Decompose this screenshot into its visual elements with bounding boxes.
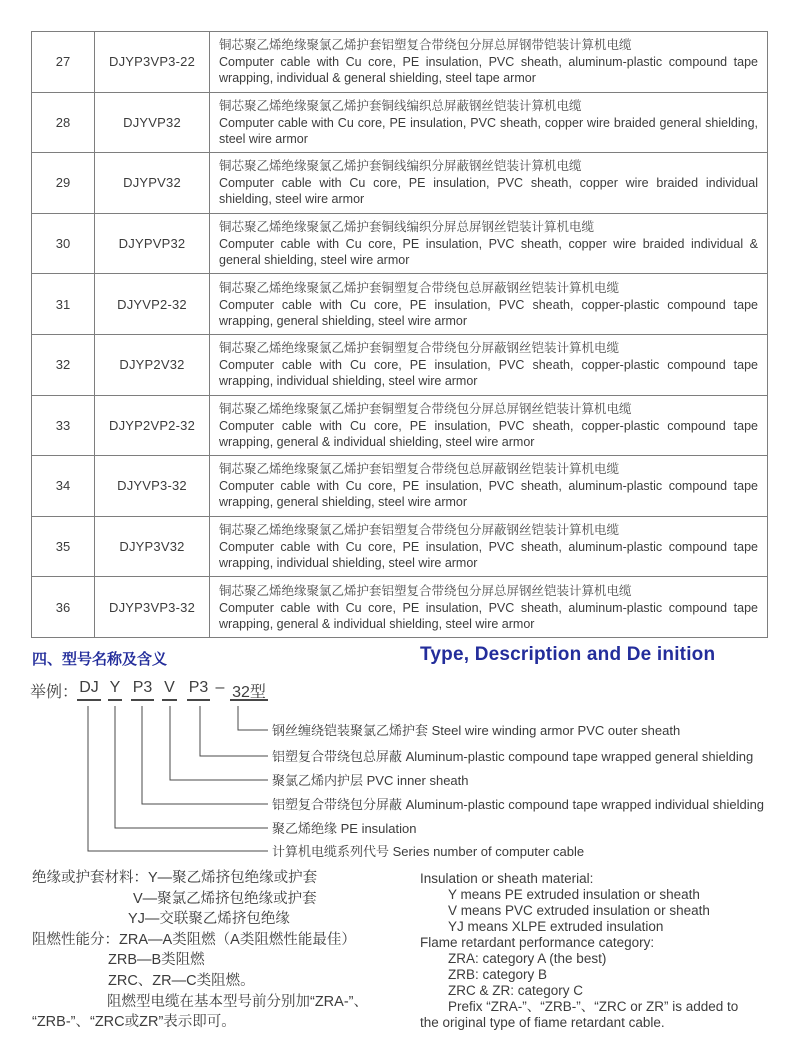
note-line: Flame retardant performance category:: [420, 935, 655, 950]
note-line: 绝缘或护套材料：Y—聚乙烯挤包绝缘或护套: [32, 870, 318, 886]
diagram-label-general-shielding: 铝塑复合带绕包总屏蔽 Aluminum-plastic compound tape wrapped general shielding: [272, 749, 754, 764]
note-line: ZRC、ZR—C类阻燃。: [108, 972, 255, 989]
example-part-v: V: [162, 679, 177, 701]
row-number: 28: [32, 92, 95, 153]
row-number: 27: [32, 32, 95, 93]
row-number: 31: [32, 274, 95, 335]
description-cell: [210, 213, 768, 274]
model-code: DJYP2VP2-32: [95, 395, 210, 456]
row-number: 33: [32, 395, 95, 456]
note-line: the original type of fiame retardant cable.: [420, 1015, 665, 1030]
diagram-label-outer-sheath: 钢丝缠绕铠装聚氯乙烯护套 Steel wire winding armor PVC outer sheath: [272, 723, 681, 738]
note-line: ZRB—B类阻燃: [108, 952, 205, 969]
model-code: DJYVP3-32: [95, 456, 210, 517]
table-row: [32, 153, 768, 214]
row-number: 36: [32, 577, 95, 638]
note-line: ZRB: category B: [448, 967, 548, 982]
description-cn: 铜芯聚乙烯绝缘聚氯乙烯护套铜塑复合带绕包总屏蔽钢丝铠装计算机电缆: [219, 280, 620, 295]
row-number: 32: [32, 334, 95, 395]
note-line: “ZRB-”、“ZRC或ZR”表示即可。: [32, 1014, 236, 1031]
notes-english: [420, 871, 785, 1031]
type-example: [0, 679, 800, 705]
table-row: [32, 577, 768, 638]
description-cell: [210, 456, 768, 517]
row-number: 29: [32, 153, 95, 214]
row-number: 35: [32, 516, 95, 577]
description-cn: 铜芯聚乙烯绝缘聚氯乙烯护套铝塑复合带绕包分屏总屏钢带铠装计算机电缆: [219, 38, 632, 53]
example-part-y: Y: [108, 679, 122, 701]
note-line: ZRC & ZR: category C: [448, 983, 584, 998]
model-code: DJYP2V32: [95, 334, 210, 395]
diagram-label-individual-shielding: 铝塑复合带绕包分屏蔽 Aluminum-plastic compound tape wrapped individual shielding: [272, 797, 765, 812]
note-line: YJ means XLPE extruded insulation: [448, 919, 664, 934]
cable-type-table: [31, 31, 768, 638]
example-label: 举例：: [30, 684, 79, 701]
note-line: Y means PE extruded insulation or sheath: [448, 887, 700, 902]
table-row: [32, 395, 768, 456]
notes-chinese: [32, 868, 417, 1033]
description-en: Computer cable with Cu core, PE insulation, PVC sheath, aluminum-plastic compound tape wrapping, general & individual shielding, steel wire armor: [219, 600, 758, 631]
example-part-32: 32型: [230, 679, 268, 701]
description-cell: [210, 395, 768, 456]
note-line: 阻燃性能分：ZRA—A类阻燃（A类阻燃性能最佳）: [32, 931, 356, 948]
note-line: 阻燃型电缆在基本型号前分别加“ZRA-”、: [107, 993, 368, 1010]
description-cn: 铜芯聚乙烯绝缘聚氯乙烯护套铜线编织总屏蔽钢丝铠装计算机电缆: [219, 98, 582, 113]
table-row: [32, 456, 768, 517]
description-cell: [210, 516, 768, 577]
note-line: V—聚氯乙烯挤包绝缘或护套: [133, 890, 317, 907]
description-en: Computer cable with Cu core, PE insulation, PVC sheath, aluminum-plastic compound tape wrapping, general shielding, steel wire armor: [219, 479, 758, 510]
model-code: DJYP3VP3-22: [95, 32, 210, 93]
description-cn: 铜芯聚乙烯绝缘聚氯乙烯护套铜线编织分屏蔽钢丝铠装计算机电缆: [219, 159, 582, 174]
model-code: DJYVP32: [95, 92, 210, 153]
table-row: [32, 334, 768, 395]
description-cell: [210, 334, 768, 395]
description-cell: [210, 274, 768, 335]
row-number: 34: [32, 456, 95, 517]
description-cn: 铜芯聚乙烯绝缘聚氯乙烯护套铜塑复合带绕包分屏蔽钢丝铠装计算机电缆: [219, 341, 620, 356]
description-en: Computer cable with Cu core, PE insulation, PVC sheath, copper-plastic compound tape wrapping, general shielding, steel wire armor: [219, 297, 758, 328]
table-row: [32, 213, 768, 274]
table-row: [32, 32, 768, 93]
model-code: DJYP3V32: [95, 516, 210, 577]
note-line: Prefix “ZRA-”、“ZRB-”、“ZRC or ZR” is added to: [448, 999, 739, 1014]
description-en: Computer cable with Cu core, PE insulation, PVC sheath, aluminum-plastic compound tape wrapping, individual & general shielding, steel tape armor: [219, 55, 758, 86]
description-cn: 铜芯聚乙烯绝缘聚氯乙烯护套铜塑复合带绕包分屏总屏钢丝铠装计算机电缆: [219, 401, 632, 416]
table-row: [32, 274, 768, 335]
model-code: DJYPV32: [95, 153, 210, 214]
table-row: [32, 516, 768, 577]
model-code: DJYVP2-32: [95, 274, 210, 335]
description-cell: [210, 153, 768, 214]
model-code: DJYPVP32: [95, 213, 210, 274]
note-line: Insulation or sheath material:: [420, 871, 594, 886]
description-cn: 铜芯聚乙烯绝缘聚氯乙烯护套铝塑复合带绕包总屏蔽钢丝铠装计算机电缆: [219, 462, 620, 477]
row-number: 30: [32, 213, 95, 274]
diagram-label-insulation: 聚乙烯绝缘 PE insulation: [272, 821, 417, 836]
diagram-label-series-number: 计算机电缆系列代号 Series number of computer cable: [272, 844, 585, 859]
example-part-p3-individual: P3: [131, 679, 154, 701]
description-en: Computer cable with Cu core, PE insulation, PVC sheath, copper-plastic compound tape wrapping, individual shielding, steel wire armor: [219, 358, 758, 389]
example-dash: –: [215, 679, 225, 696]
example-part-dj: DJ: [77, 679, 101, 701]
description-en: Computer cable with Cu core, PE insulation, PVC sheath, copper wire braided individual shielding, steel wire armor: [219, 176, 758, 207]
example-part-p3-general: P3: [187, 679, 210, 701]
description-cn: 铜芯聚乙烯绝缘聚氯乙烯护套铝塑复合带绕包分屏总屏钢丝铠装计算机电缆: [219, 583, 632, 598]
table-row: [32, 92, 768, 153]
note-line: YJ—交联聚乙烯挤包绝缘: [128, 911, 290, 928]
note-line: V means PVC extruded insulation or sheath: [448, 903, 710, 918]
description-cell: [210, 577, 768, 638]
note-line: ZRA: category A (the best): [448, 951, 607, 966]
description-cn: 铜芯聚乙烯绝缘聚氯乙烯护套铜线编织分屏总屏钢丝铠装计算机电缆: [219, 220, 595, 235]
description-en: Computer cable with Cu core, PE insulation, PVC sheath, copper-plastic compound tape wrapping, general & individual shielding, steel wire armor: [219, 418, 758, 449]
description-cell: [210, 92, 768, 153]
section-heading-en: Type, Description and De inition: [420, 644, 716, 665]
model-code: DJYP3VP3-32: [95, 577, 210, 638]
description-en: Computer cable with Cu core, PE insulation, PVC sheath, copper wire braided general shielding, steel wire armor: [219, 115, 758, 146]
description-cell: [210, 32, 768, 93]
diagram-label-inner-sheath: 聚氯乙烯内护层 PVC inner sheath: [272, 773, 469, 788]
section-heading-cn: 四、型号名称及含义: [32, 651, 168, 668]
description-en: Computer cable with Cu core, PE insulation, PVC sheath, copper wire braided individual & general shielding, steel wire armor: [219, 237, 758, 268]
description-cn: 铜芯聚乙烯绝缘聚氯乙烯护套铝塑复合带绕包分屏蔽钢丝铠装计算机电缆: [219, 523, 620, 538]
description-en: Computer cable with Cu core, PE insulation, PVC sheath, aluminum-plastic compound tape wrapping, individual shielding, steel wire armor: [219, 540, 758, 571]
